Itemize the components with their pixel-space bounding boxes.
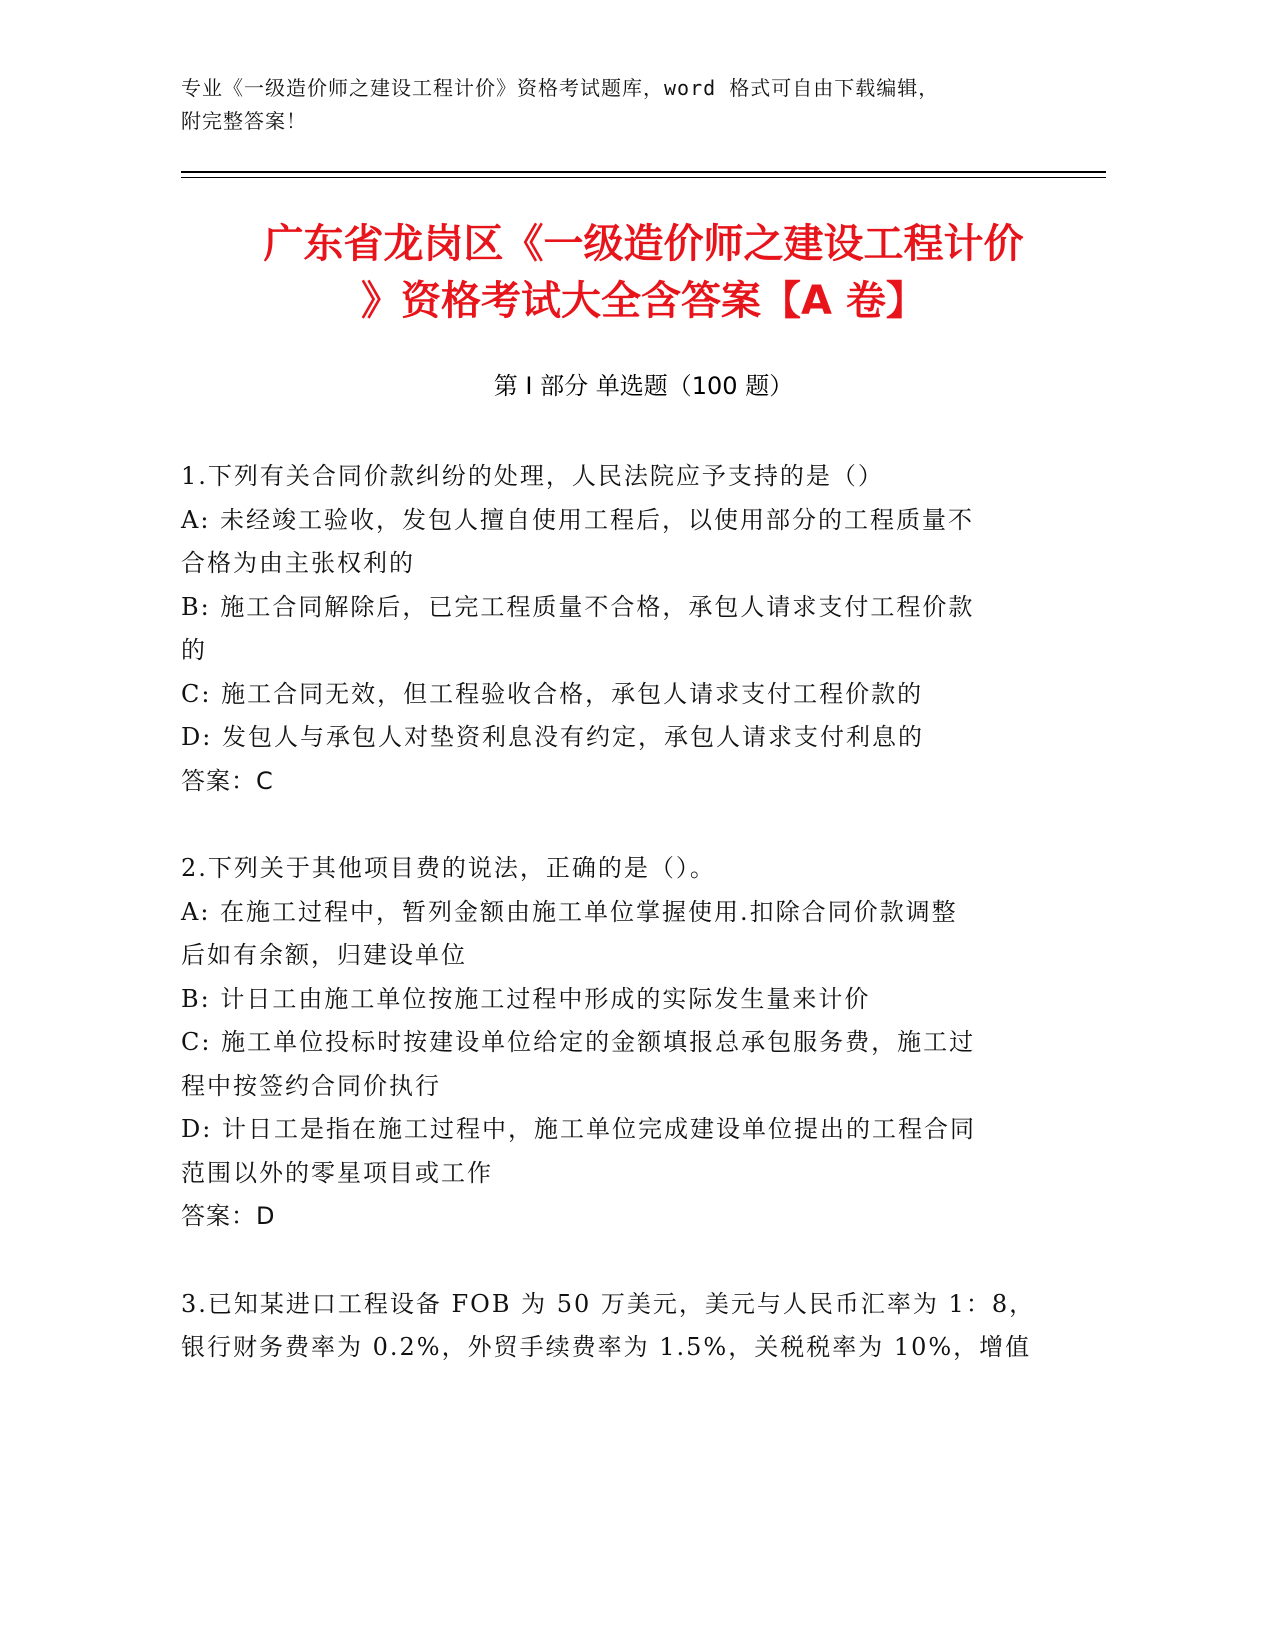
question-block (181, 455, 1041, 803)
document-title-line: 广东省龙岗区《一级造价师之建设工程计价 (263, 221, 1024, 267)
question-stem: 2.下列关于其他项目费的说法，正确的是（）。 (181, 854, 716, 882)
question-option: D: 发包人与承包人对垫资利息没有约定，承包人请求支付利息的 (181, 723, 924, 751)
question-option: A: 在施工过程中，暂列金额由施工单位掌握使用.扣除合同价款调整 (181, 897, 958, 926)
question-block (181, 1283, 1041, 1370)
question-block (181, 847, 1041, 1239)
question-answer: 答案：C (181, 766, 274, 795)
section-title: 第 I 部分 单选题（100 题） (493, 372, 794, 400)
question-option: A: 未经竣工验收，发包人擅自使用工程后，以使用部分的工程质量不 (181, 505, 975, 534)
question-option: C: 施工单位投标时按建设单位给定的金额填报总承包服务费，施工过 (181, 1028, 976, 1056)
question-option: B: 施工合同解除后，已完工程质量不合格，承包人请求支付工程价款 (181, 592, 975, 621)
question-option: 范围以外的零星项目或工作 (181, 1158, 493, 1187)
question-stem: 银行财务费率为 0.2%，外贸手续费率为 1.5%，关税税率为 10%，增值 (181, 1333, 1032, 1361)
question-stem: 3.已知某进口工程设备 FOB 为 50 万美元，美元与人民币汇率为 1：8， (181, 1289, 1036, 1318)
question-option: 后如有余额，归建设单位 (181, 941, 467, 969)
question-option: 的 (181, 636, 207, 664)
header-divider-thin (181, 177, 1106, 178)
question-option: 程中按签约合同价执行 (181, 1071, 441, 1100)
document-title-line: 》资格考试大全含答案【A 卷】 (361, 278, 926, 324)
question-list (181, 455, 1041, 1414)
question-option: B: 计日工由施工单位按施工过程中形成的实际发生量来计价 (181, 984, 871, 1013)
question-option: D: 计日工是指在施工过程中，施工单位完成建设单位提出的工程合同 (181, 1115, 976, 1143)
header-divider-thick (181, 171, 1106, 173)
header-note-line: 专业《一级造价师之建设工程计价》资格考试题库，word 格式可自由下载编辑， (181, 76, 940, 100)
document-title (181, 216, 1106, 330)
question-answer: 答案：D (181, 1202, 276, 1230)
question-option: 合格为由主张权利的 (181, 549, 415, 577)
question-option: C: 施工合同无效，但工程验收合格，承包人请求支付工程价款的 (181, 679, 924, 708)
question-stem: 1.下列有关合同价款纠纷的处理，人民法院应予支持的是（） (181, 462, 884, 490)
header-note (181, 72, 1061, 138)
header-note-line: 附完整答案！ (181, 109, 307, 133)
